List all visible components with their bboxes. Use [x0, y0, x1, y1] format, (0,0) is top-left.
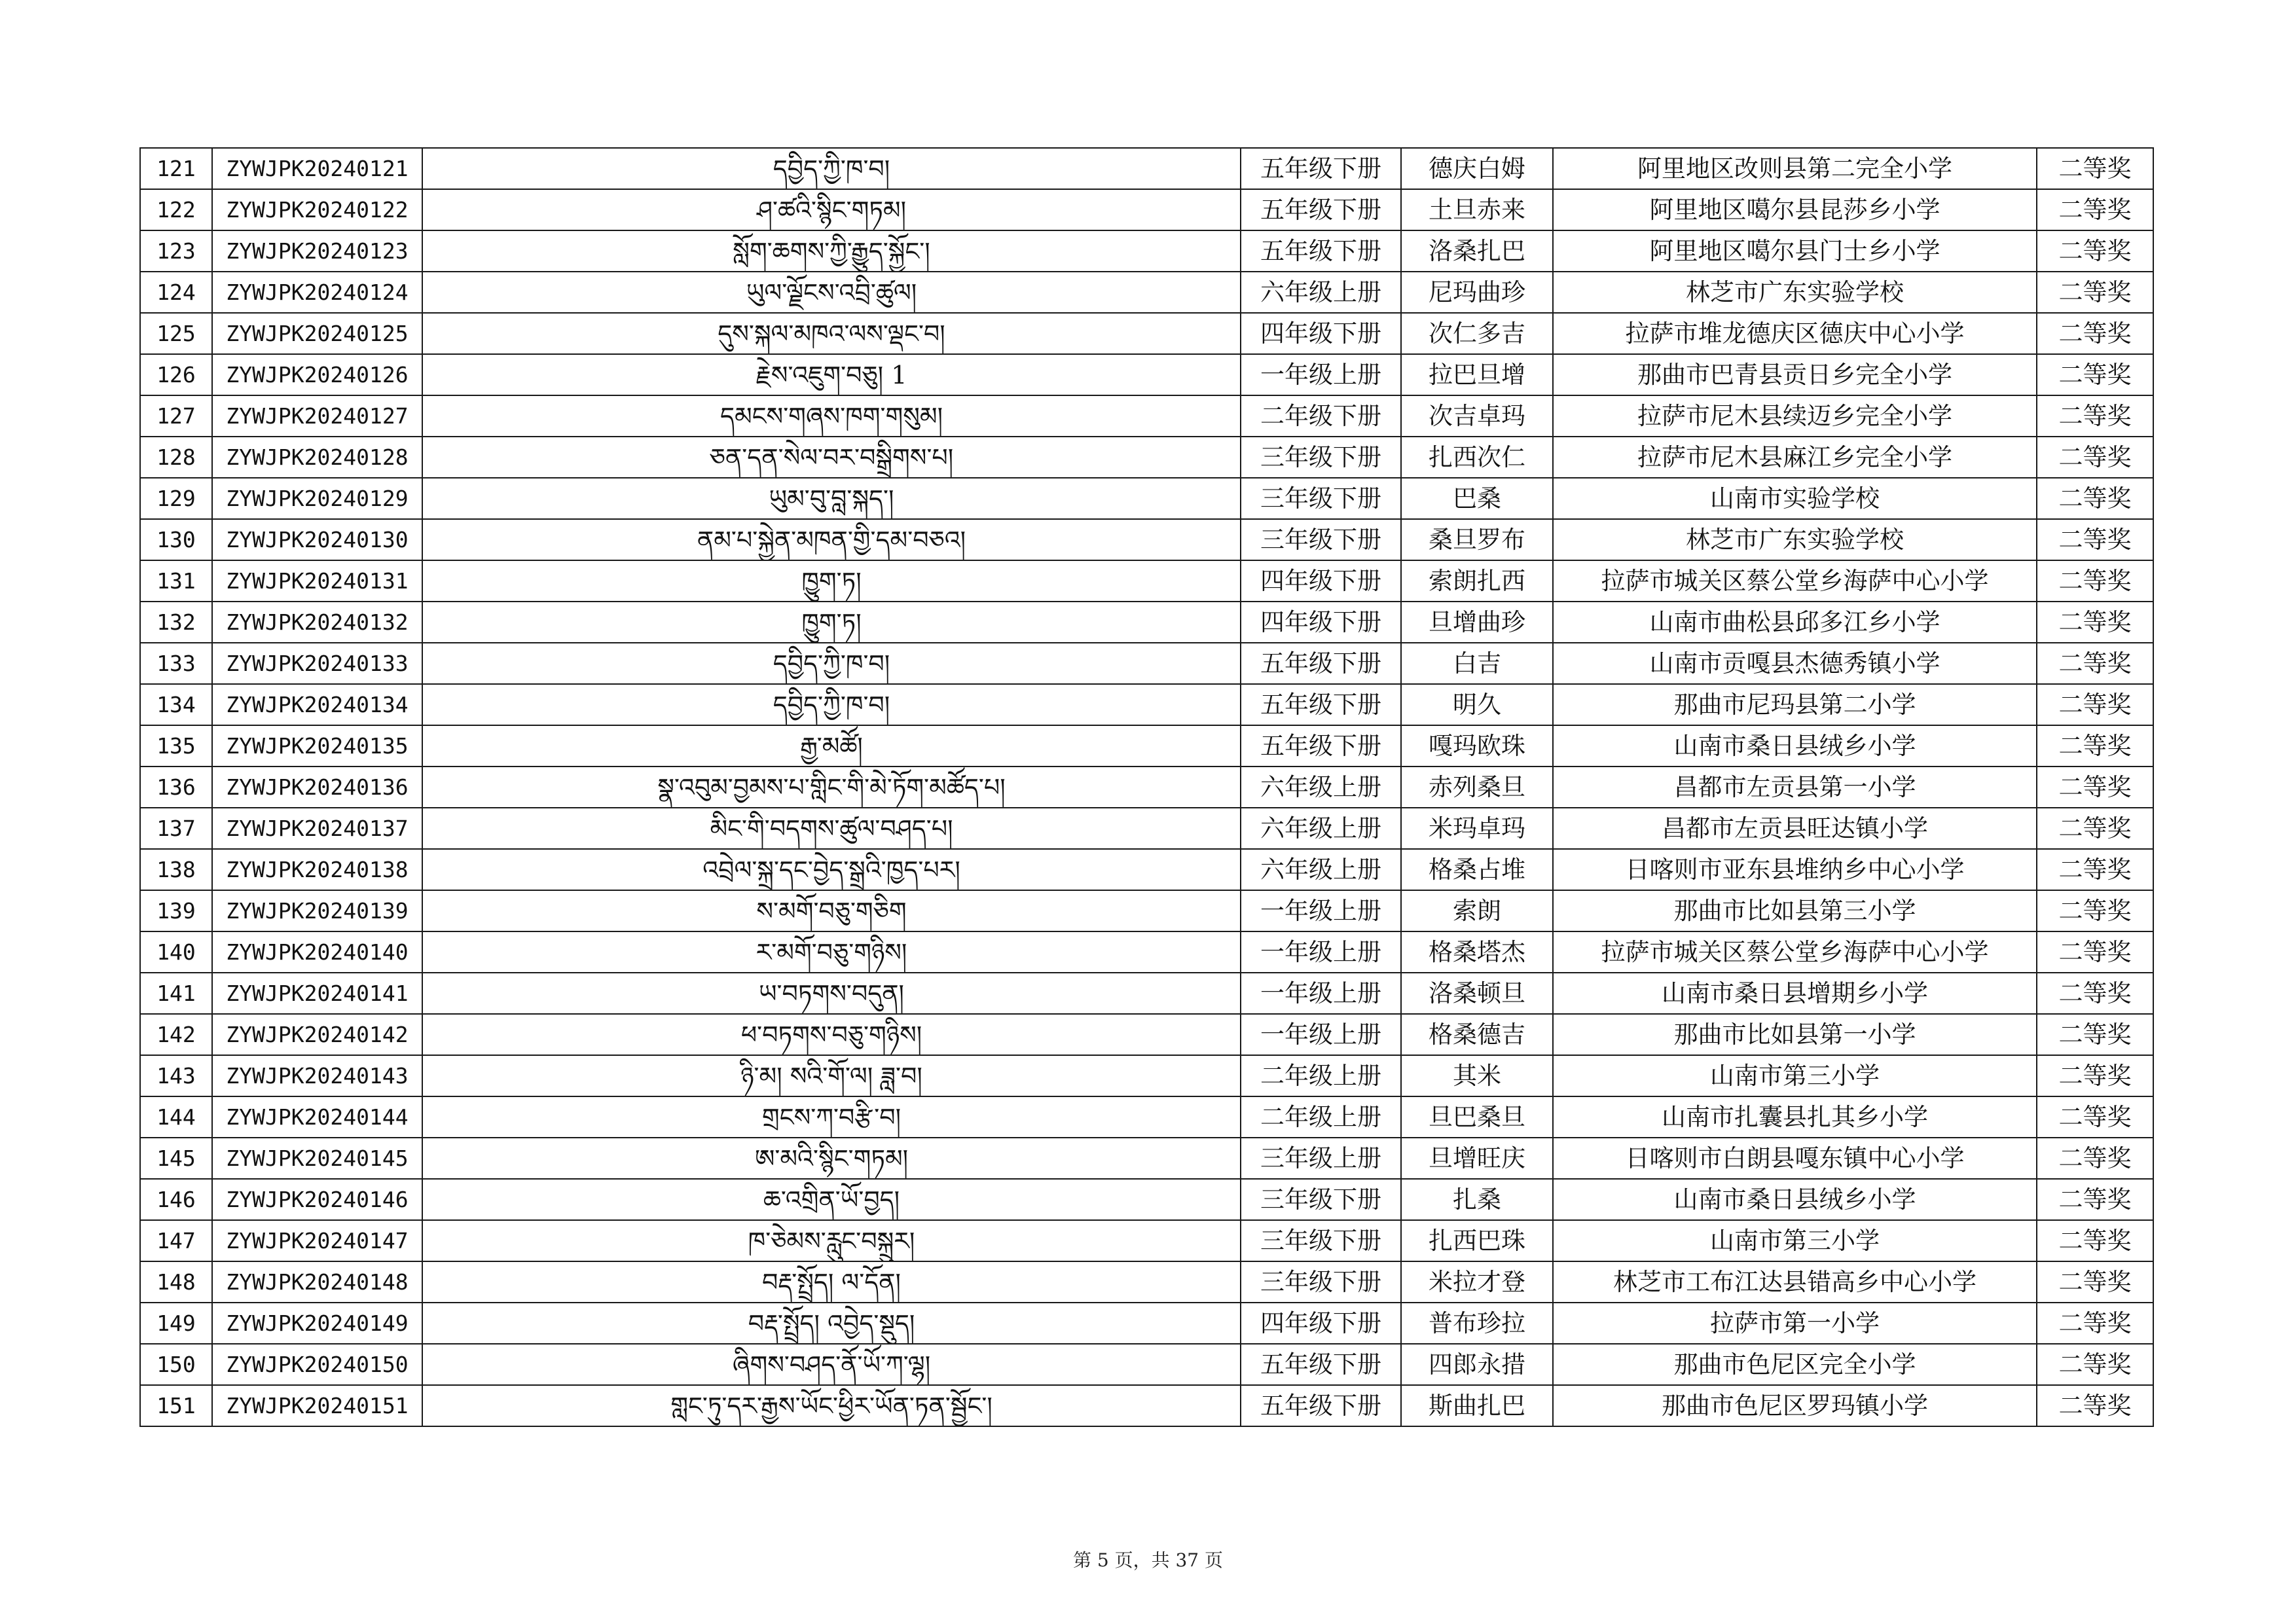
title-cell: དབྱིད་ཀྱི་ཁ་བ།: [422, 148, 1241, 189]
table-row: [140, 725, 2153, 767]
entry-id-cell: ZYWJPK20240149: [212, 1303, 422, 1344]
table-row: [140, 1179, 2153, 1220]
award-list-table: [139, 147, 2154, 1427]
table-row: [140, 478, 2153, 519]
author-name-cell: 巴桑: [1401, 478, 1553, 519]
grade-cell: 六年级上册: [1241, 767, 1401, 808]
award-cell: 二等奖: [2037, 189, 2153, 230]
table-row: [140, 1138, 2153, 1179]
author-name-cell: 米拉才登: [1401, 1261, 1553, 1303]
row-number-cell: 135: [140, 725, 212, 767]
entry-id-cell: ZYWJPK20240128: [212, 437, 422, 478]
school-cell: 山南市贡嘎县杰德秀镇小学: [1553, 643, 2037, 684]
title-cell: ཕ་བཏགས་བཅུ་གཉིས།: [422, 1014, 1241, 1055]
school-cell: 山南市桑日县绒乡小学: [1553, 1179, 2037, 1220]
award-cell: 二等奖: [2037, 1344, 2153, 1385]
row-number-cell: 147: [140, 1220, 212, 1261]
award-cell: 二等奖: [2037, 148, 2153, 189]
school-cell: 阿里地区噶尔县门士乡小学: [1553, 230, 2037, 272]
award-cell: 二等奖: [2037, 1303, 2153, 1344]
table-row: [140, 395, 2153, 437]
school-cell: 那曲市尼玛县第二小学: [1553, 684, 2037, 725]
title-cell: རྒྱ་མཚོ།: [422, 725, 1241, 767]
school-cell: 山南市第三小学: [1553, 1220, 2037, 1261]
school-cell: 阿里地区噶尔县昆莎乡小学: [1553, 189, 2037, 230]
title-cell: རྗེས་འཇུག་བཅུ། 1: [422, 354, 1241, 395]
award-cell: 二等奖: [2037, 1261, 2153, 1303]
title-cell: ནམ་པ་སྐྱེན་མཁན་གྱི་དམ་བཅའ།: [422, 519, 1241, 560]
title-cell: ཅན་དན་སེལ་བར་བསྒྲིགས་པ།: [422, 437, 1241, 478]
table-row: [140, 973, 2153, 1014]
grade-cell: 五年级下册: [1241, 189, 1401, 230]
award-cell: 二等奖: [2037, 313, 2153, 354]
award-cell: 二等奖: [2037, 643, 2153, 684]
author-name-cell: 赤列桑旦: [1401, 767, 1553, 808]
school-cell: 山南市扎囊县扎其乡小学: [1553, 1096, 2037, 1138]
school-cell: 林芝市广东实验学校: [1553, 519, 2037, 560]
award-cell: 二等奖: [2037, 1385, 2153, 1426]
award-cell: 二等奖: [2037, 1055, 2153, 1096]
title-cell: ཞིགས་བཤད་ནོ་ཡོ་ཀ་ལྷ།: [422, 1344, 1241, 1385]
row-number-cell: 123: [140, 230, 212, 272]
title-cell: ཆ་འགྲིན་ཡོ་བྱད།: [422, 1179, 1241, 1220]
grade-cell: 三年级下册: [1241, 437, 1401, 478]
award-cell: 二等奖: [2037, 1014, 2153, 1055]
author-name-cell: 洛桑扎巴: [1401, 230, 1553, 272]
grade-cell: 四年级下册: [1241, 313, 1401, 354]
title-cell: ཁྱུག་ཏ།: [422, 560, 1241, 602]
award-cell: 二等奖: [2037, 931, 2153, 973]
entry-id-cell: ZYWJPK20240138: [212, 849, 422, 890]
award-cell: 二等奖: [2037, 395, 2153, 437]
grade-cell: 五年级下册: [1241, 643, 1401, 684]
award-cell: 二等奖: [2037, 973, 2153, 1014]
title-cell: ཡུལ་ལྗོངས་འབྲི་ཚུལ།: [422, 272, 1241, 313]
school-cell: 拉萨市尼木县麻江乡完全小学: [1553, 437, 2037, 478]
row-number-cell: 138: [140, 849, 212, 890]
title-cell: ཡ་བཏགས་བདུན།: [422, 973, 1241, 1014]
row-number-cell: 150: [140, 1344, 212, 1385]
author-name-cell: 桑旦罗布: [1401, 519, 1553, 560]
row-number-cell: 141: [140, 973, 212, 1014]
title-cell: དམངས་གཞས་ཁག་གསུམ།: [422, 395, 1241, 437]
award-cell: 二等奖: [2037, 272, 2153, 313]
school-cell: 那曲市比如县第一小学: [1553, 1014, 2037, 1055]
title-cell: མིང་གི་བདགས་ཚུལ་བཤད་པ།: [422, 808, 1241, 849]
award-cell: 二等奖: [2037, 1096, 2153, 1138]
entry-id-cell: ZYWJPK20240127: [212, 395, 422, 437]
title-cell: བརྡ་སྤྲོད། འབྱེད་སྡུད།: [422, 1303, 1241, 1344]
school-cell: 山南市曲松县邱多江乡小学: [1553, 602, 2037, 643]
award-cell: 二等奖: [2037, 890, 2153, 931]
author-name-cell: 索朗: [1401, 890, 1553, 931]
title-cell: ཁ་ཅེམས་རླུང་བསྐྲུར།: [422, 1220, 1241, 1261]
entry-id-cell: ZYWJPK20240145: [212, 1138, 422, 1179]
title-cell: གླང་ཏུ་དར་རྒྱས་ཡོང་ཕྱིར་ཡོན་ཏན་སྦྱོང་།: [422, 1385, 1241, 1426]
school-cell: 拉萨市城关区蔡公堂乡海萨中心小学: [1553, 931, 2037, 973]
author-name-cell: 白吉: [1401, 643, 1553, 684]
author-name-cell: 扎桑: [1401, 1179, 1553, 1220]
entry-id-cell: ZYWJPK20240123: [212, 230, 422, 272]
entry-id-cell: ZYWJPK20240137: [212, 808, 422, 849]
entry-id-cell: ZYWJPK20240142: [212, 1014, 422, 1055]
entry-id-cell: ZYWJPK20240150: [212, 1344, 422, 1385]
entry-id-cell: ZYWJPK20240121: [212, 148, 422, 189]
grade-cell: 六年级上册: [1241, 849, 1401, 890]
author-name-cell: 嘎玛欧珠: [1401, 725, 1553, 767]
grade-cell: 四年级下册: [1241, 1303, 1401, 1344]
author-name-cell: 索朗扎西: [1401, 560, 1553, 602]
table-row: [140, 519, 2153, 560]
title-cell: ཉི་མ། སའི་གོ་ལ། ཟླ་བ།: [422, 1055, 1241, 1096]
row-number-cell: 145: [140, 1138, 212, 1179]
title-cell: ས་མགོ་བཅུ་གཅིག: [422, 890, 1241, 931]
school-cell: 那曲市巴青县贡日乡完全小学: [1553, 354, 2037, 395]
title-cell: དབྱིད་ཀྱི་ཁ་བ།: [422, 643, 1241, 684]
row-number-cell: 140: [140, 931, 212, 973]
title-cell: ཁྱུག་ཏ།: [422, 602, 1241, 643]
grade-cell: 二年级下册: [1241, 395, 1401, 437]
row-number-cell: 146: [140, 1179, 212, 1220]
school-cell: 拉萨市第一小学: [1553, 1303, 2037, 1344]
author-name-cell: 明久: [1401, 684, 1553, 725]
table-row: [140, 643, 2153, 684]
table-row: [140, 684, 2153, 725]
author-name-cell: 四郎永措: [1401, 1344, 1553, 1385]
entry-id-cell: ZYWJPK20240133: [212, 643, 422, 684]
author-name-cell: 格桑德吉: [1401, 1014, 1553, 1055]
table-row: [140, 1261, 2153, 1303]
entry-id-cell: ZYWJPK20240125: [212, 313, 422, 354]
grade-cell: 一年级上册: [1241, 1014, 1401, 1055]
title-cell: བརྡ་སྤྲོད། ལ་དོན།: [422, 1261, 1241, 1303]
author-name-cell: 普布珍拉: [1401, 1303, 1553, 1344]
school-cell: 昌都市左贡县旺达镇小学: [1553, 808, 2037, 849]
table-row: [140, 1303, 2153, 1344]
title-cell: ར་མགོ་བཅུ་གཉིས།: [422, 931, 1241, 973]
author-name-cell: 斯曲扎巴: [1401, 1385, 1553, 1426]
grade-cell: 三年级下册: [1241, 1220, 1401, 1261]
school-cell: 阿里地区改则县第二完全小学: [1553, 148, 2037, 189]
row-number-cell: 128: [140, 437, 212, 478]
table-row: [140, 808, 2153, 849]
table-row: [140, 560, 2153, 602]
table-row: [140, 189, 2153, 230]
entry-id-cell: ZYWJPK20240147: [212, 1220, 422, 1261]
table-row: [140, 354, 2153, 395]
row-number-cell: 129: [140, 478, 212, 519]
author-name-cell: 次仁多吉: [1401, 313, 1553, 354]
award-cell: 二等奖: [2037, 1220, 2153, 1261]
school-cell: 山南市桑日县增期乡小学: [1553, 973, 2037, 1014]
school-cell: 那曲市色尼区完全小学: [1553, 1344, 2037, 1385]
author-name-cell: 拉巴旦增: [1401, 354, 1553, 395]
row-number-cell: 151: [140, 1385, 212, 1426]
author-name-cell: 扎西巴珠: [1401, 1220, 1553, 1261]
row-number-cell: 137: [140, 808, 212, 849]
row-number-cell: 134: [140, 684, 212, 725]
entry-id-cell: ZYWJPK20240139: [212, 890, 422, 931]
entry-id-cell: ZYWJPK20240148: [212, 1261, 422, 1303]
row-number-cell: 143: [140, 1055, 212, 1096]
grade-cell: 六年级上册: [1241, 808, 1401, 849]
row-number-cell: 124: [140, 272, 212, 313]
entry-id-cell: ZYWJPK20240135: [212, 725, 422, 767]
author-name-cell: 旦增曲珍: [1401, 602, 1553, 643]
entry-id-cell: ZYWJPK20240131: [212, 560, 422, 602]
award-cell: 二等奖: [2037, 230, 2153, 272]
award-cell: 二等奖: [2037, 478, 2153, 519]
table-row: [140, 148, 2153, 189]
row-number-cell: 127: [140, 395, 212, 437]
entry-id-cell: ZYWJPK20240151: [212, 1385, 422, 1426]
author-name-cell: 扎西次仁: [1401, 437, 1553, 478]
grade-cell: 五年级下册: [1241, 230, 1401, 272]
table-body: [140, 148, 2153, 1426]
school-cell: 山南市桑日县绒乡小学: [1553, 725, 2037, 767]
award-cell: 二等奖: [2037, 725, 2153, 767]
entry-id-cell: ZYWJPK20240124: [212, 272, 422, 313]
title-cell: སྣ་འབུམ་བྱམས་པ་གླིང་གི་མེ་ཏོག་མཚོད་པ།: [422, 767, 1241, 808]
table-row: [140, 1344, 2153, 1385]
author-name-cell: 旦增旺庆: [1401, 1138, 1553, 1179]
school-cell: 拉萨市尼木县续迈乡完全小学: [1553, 395, 2037, 437]
school-cell: 山南市实验学校: [1553, 478, 2037, 519]
author-name-cell: 洛桑顿旦: [1401, 973, 1553, 1014]
title-cell: ཡུམ་བུ་བླ་སྐད་།: [422, 478, 1241, 519]
award-cell: 二等奖: [2037, 519, 2153, 560]
author-name-cell: 其米: [1401, 1055, 1553, 1096]
table-row: [140, 313, 2153, 354]
school-cell: 昌都市左贡县第一小学: [1553, 767, 2037, 808]
row-number-cell: 144: [140, 1096, 212, 1138]
author-name-cell: 米玛卓玛: [1401, 808, 1553, 849]
row-number-cell: 142: [140, 1014, 212, 1055]
entry-id-cell: ZYWJPK20240141: [212, 973, 422, 1014]
grade-cell: 一年级上册: [1241, 354, 1401, 395]
title-cell: དབྱིད་ཀྱི་ཁ་བ།: [422, 684, 1241, 725]
title-cell: སློག་ཆགས་ཀྱི་རྒྱུད་སྐྱོང་།: [422, 230, 1241, 272]
award-cell: 二等奖: [2037, 849, 2153, 890]
entry-id-cell: ZYWJPK20240132: [212, 602, 422, 643]
entry-id-cell: ZYWJPK20240134: [212, 684, 422, 725]
table-row: [140, 1014, 2153, 1055]
title-cell: གྲངས་ཀ་བརྩི་བ།: [422, 1096, 1241, 1138]
grade-cell: 一年级上册: [1241, 931, 1401, 973]
author-name-cell: 尼玛曲珍: [1401, 272, 1553, 313]
school-cell: 林芝市工布江达县错高乡中心小学: [1553, 1261, 2037, 1303]
author-name-cell: 土旦赤来: [1401, 189, 1553, 230]
school-cell: 那曲市比如县第三小学: [1553, 890, 2037, 931]
grade-cell: 六年级上册: [1241, 272, 1401, 313]
row-number-cell: 133: [140, 643, 212, 684]
entry-id-cell: ZYWJPK20240136: [212, 767, 422, 808]
row-number-cell: 139: [140, 890, 212, 931]
row-number-cell: 125: [140, 313, 212, 354]
award-cell: 二等奖: [2037, 767, 2153, 808]
grade-cell: 四年级下册: [1241, 560, 1401, 602]
award-cell: 二等奖: [2037, 437, 2153, 478]
author-name-cell: 旦巴桑旦: [1401, 1096, 1553, 1138]
award-cell: 二等奖: [2037, 354, 2153, 395]
school-cell: 拉萨市堆龙德庆区德庆中心小学: [1553, 313, 2037, 354]
row-number-cell: 122: [140, 189, 212, 230]
table-row: [140, 602, 2153, 643]
school-cell: 林芝市广东实验学校: [1553, 272, 2037, 313]
award-cell: 二等奖: [2037, 1138, 2153, 1179]
author-name-cell: 格桑塔杰: [1401, 931, 1553, 973]
entry-id-cell: ZYWJPK20240144: [212, 1096, 422, 1138]
entry-id-cell: ZYWJPK20240146: [212, 1179, 422, 1220]
award-cell: 二等奖: [2037, 684, 2153, 725]
grade-cell: 三年级下册: [1241, 478, 1401, 519]
entry-id-cell: ZYWJPK20240122: [212, 189, 422, 230]
table-row: [140, 1096, 2153, 1138]
grade-cell: 三年级下册: [1241, 1261, 1401, 1303]
grade-cell: 三年级下册: [1241, 1179, 1401, 1220]
entry-id-cell: ZYWJPK20240143: [212, 1055, 422, 1096]
entry-id-cell: ZYWJPK20240129: [212, 478, 422, 519]
grade-cell: 二年级上册: [1241, 1055, 1401, 1096]
grade-cell: 五年级下册: [1241, 725, 1401, 767]
table-row: [140, 890, 2153, 931]
school-cell: 拉萨市城关区蔡公堂乡海萨中心小学: [1553, 560, 2037, 602]
author-name-cell: 德庆白姆: [1401, 148, 1553, 189]
grade-cell: 五年级下册: [1241, 1344, 1401, 1385]
row-number-cell: 130: [140, 519, 212, 560]
award-cell: 二等奖: [2037, 808, 2153, 849]
table-row: [140, 1220, 2153, 1261]
table-row: [140, 931, 2153, 973]
table-row: [140, 1055, 2153, 1096]
award-cell: 二等奖: [2037, 560, 2153, 602]
award-cell: 二等奖: [2037, 1179, 2153, 1220]
row-number-cell: 126: [140, 354, 212, 395]
page-footer: 第 5 页，共 37 页: [1072, 1549, 1224, 1571]
table-row: [140, 1385, 2153, 1426]
row-number-cell: 149: [140, 1303, 212, 1344]
entry-id-cell: ZYWJPK20240126: [212, 354, 422, 395]
title-cell: འབྲེལ་སྐྲ་དང་བྱེད་སྒྲའི་ཁྱད་པར།: [422, 849, 1241, 890]
grade-cell: 五年级下册: [1241, 684, 1401, 725]
title-cell: དུས་སྐལ་མཁའ་ལས་ལྡང་བ།: [422, 313, 1241, 354]
author-name-cell: 格桑占堆: [1401, 849, 1553, 890]
grade-cell: 三年级下册: [1241, 519, 1401, 560]
entry-id-cell: ZYWJPK20240140: [212, 931, 422, 973]
row-number-cell: 136: [140, 767, 212, 808]
grade-cell: 五年级下册: [1241, 148, 1401, 189]
row-number-cell: 121: [140, 148, 212, 189]
grade-cell: 三年级上册: [1241, 1138, 1401, 1179]
grade-cell: 四年级下册: [1241, 602, 1401, 643]
grade-cell: 五年级下册: [1241, 1385, 1401, 1426]
title-cell: ཨ་མའི་སྙིང་གཏམ།: [422, 1138, 1241, 1179]
row-number-cell: 131: [140, 560, 212, 602]
school-cell: 日喀则市白朗县嘎东镇中心小学: [1553, 1138, 2037, 1179]
row-number-cell: 132: [140, 602, 212, 643]
school-cell: 山南市第三小学: [1553, 1055, 2037, 1096]
author-name-cell: 次吉卓玛: [1401, 395, 1553, 437]
table-row: [140, 849, 2153, 890]
award-cell: 二等奖: [2037, 602, 2153, 643]
grade-cell: 二年级上册: [1241, 1096, 1401, 1138]
table-row: [140, 230, 2153, 272]
school-cell: 那曲市色尼区罗玛镇小学: [1553, 1385, 2037, 1426]
table-row: [140, 272, 2153, 313]
school-cell: 日喀则市亚东县堆纳乡中心小学: [1553, 849, 2037, 890]
grade-cell: 一年级上册: [1241, 890, 1401, 931]
grade-cell: 一年级上册: [1241, 973, 1401, 1014]
entry-id-cell: ZYWJPK20240130: [212, 519, 422, 560]
title-cell: ཤ་ཚའི་སྙིང་གཏམ།: [422, 189, 1241, 230]
table-row: [140, 437, 2153, 478]
table-row: [140, 767, 2153, 808]
row-number-cell: 148: [140, 1261, 212, 1303]
